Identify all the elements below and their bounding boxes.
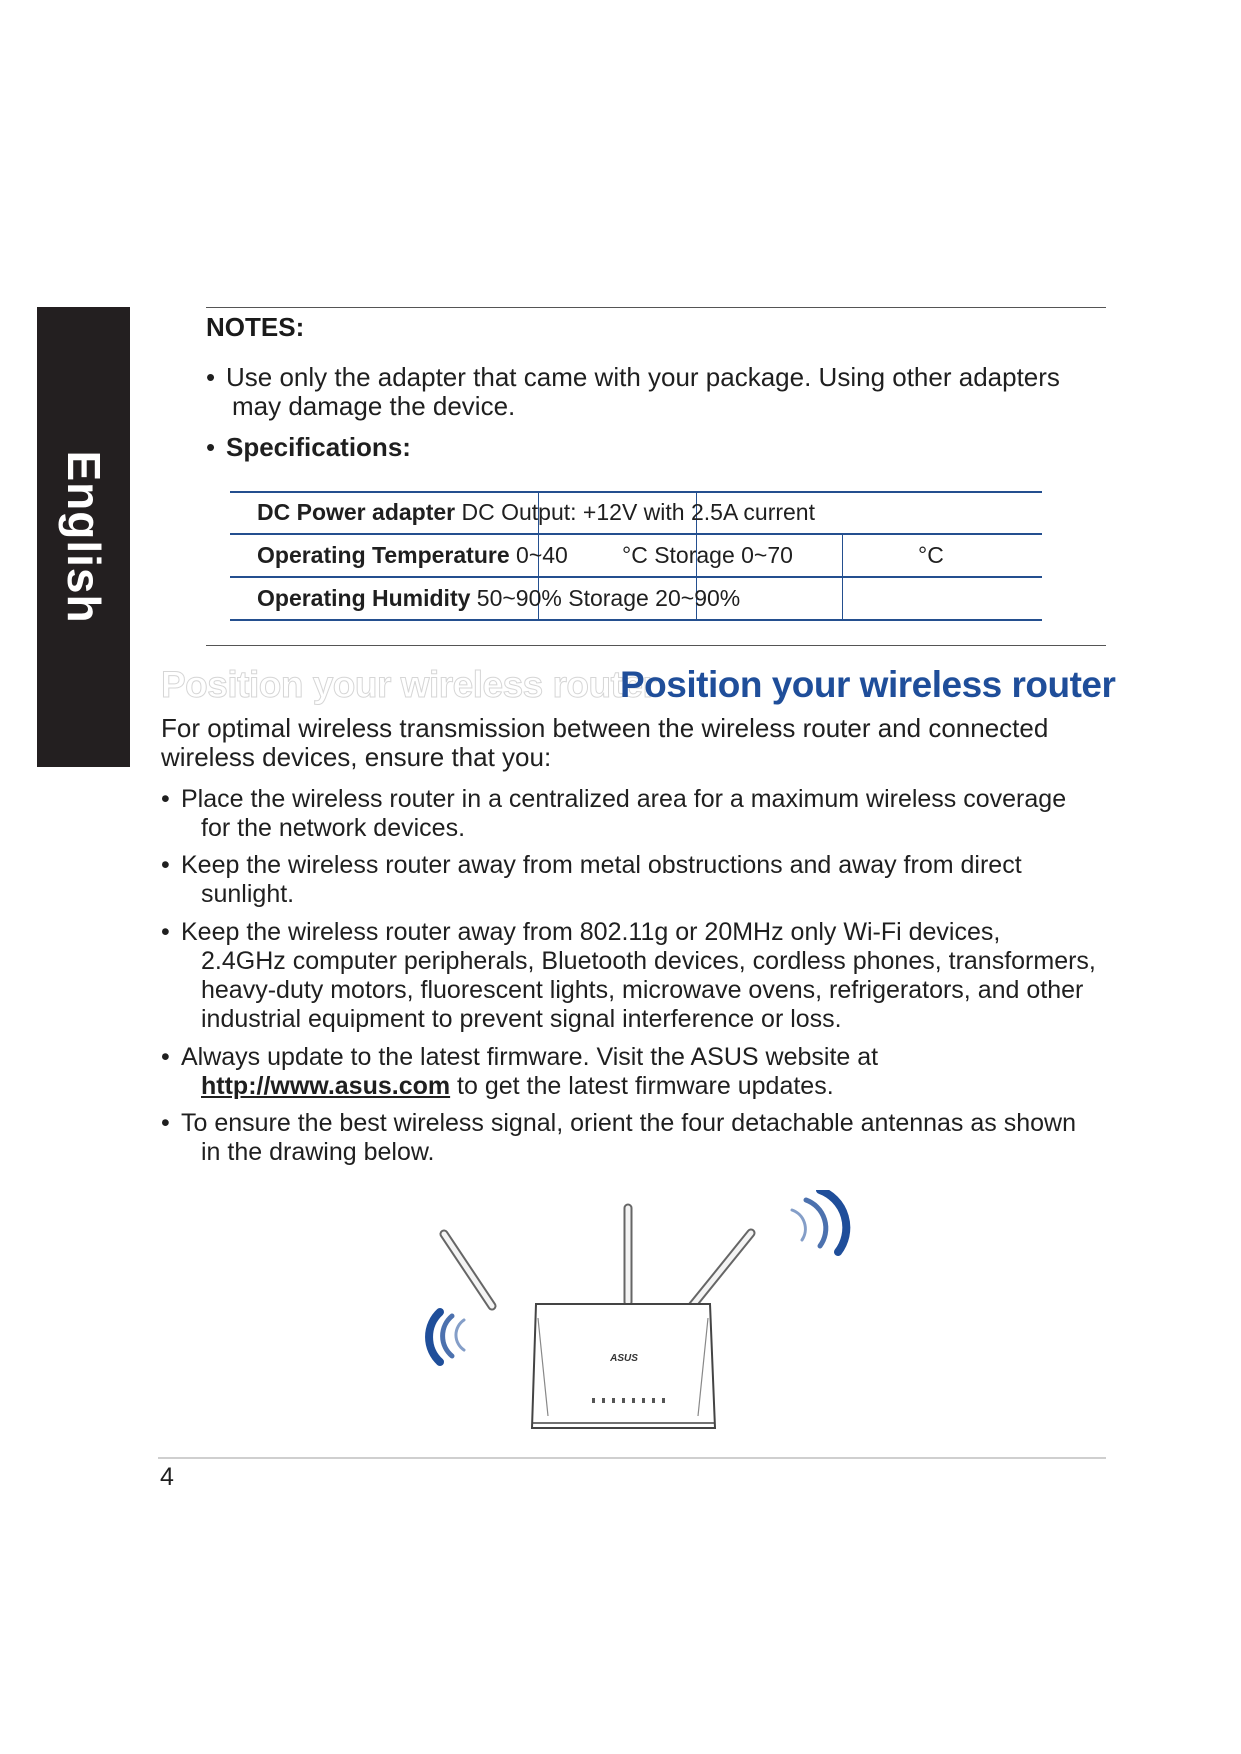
spec-table-rule <box>230 533 1042 535</box>
bullet-dot: • <box>206 432 216 462</box>
signal-waves-right-icon <box>792 1190 846 1252</box>
section-title-ghost: Position your wireless router <box>161 664 657 705</box>
router-illustration <box>420 1190 880 1440</box>
notes-bottom-rule <box>206 645 1106 646</box>
spec-heading: Specifications: <box>226 432 411 462</box>
bullet-text <box>201 1072 834 1101</box>
notes-title: NOTES: <box>206 312 305 342</box>
spec-label-humidity: Operating Humidity <box>257 585 471 611</box>
bullet-text: sunlight. <box>201 880 295 908</box>
spec-table <box>230 491 1042 621</box>
bullet-text: for the network devices. <box>201 814 466 842</box>
section-title: Position your wireless router <box>620 664 1116 705</box>
spec-temperature-storage: °C Storage 0~70 <box>622 542 793 568</box>
bullet-text: in the drawing below. <box>201 1138 435 1166</box>
bullet-dot: • <box>161 785 170 813</box>
bullet-dot: • <box>206 362 216 392</box>
router-logo: ASUS <box>610 1353 638 1364</box>
spec-table-rule <box>230 491 1042 493</box>
bullet-dot: • <box>161 851 170 879</box>
bullet-dot: • <box>161 1109 170 1137</box>
section-intro <box>161 714 1048 772</box>
bullet-text: industrial equipment to prevent signal interference or loss. <box>201 1005 842 1033</box>
language-side-tab <box>37 307 130 767</box>
bullet-dot: • <box>161 1043 170 1071</box>
spec-table-rule <box>230 619 1042 621</box>
firmware-update-text: to get the latest firmware updates. <box>450 1072 834 1100</box>
page-number: 4 <box>160 1463 174 1491</box>
intro-line2: wireless devices, ensure that you: <box>161 742 552 772</box>
spec-value-dc-power: DC Output: +12V with 2.5A current <box>461 499 815 525</box>
language-label: English <box>57 450 110 624</box>
bullet-text: 2.4GHz computer peripherals, Bluetooth devices, cordless phones, transformers, <box>201 947 1096 975</box>
spec-value-humidity: 50~90% Storage 20~90% <box>476 585 741 611</box>
spec-row-dc-power <box>257 499 815 526</box>
antenna-right <box>692 1233 751 1306</box>
bullet-text: Keep the wireless router away from 802.11g or 20MHz only Wi-Fi devices, <box>181 918 1001 946</box>
bullet-text: Keep the wireless router away from metal obstructions and away from direct <box>181 851 1022 879</box>
spec-temperature-unit: °C <box>918 542 944 568</box>
adapter-note-line2: may damage the device. <box>232 391 516 421</box>
spec-label-dc-power: DC Power adapter <box>257 499 456 525</box>
spec-value-temperature: 0~40 <box>516 542 568 568</box>
antenna-left <box>444 1234 492 1306</box>
footer-rule <box>158 1457 1106 1459</box>
spec-row-humidity <box>257 585 740 612</box>
signal-waves-left-icon <box>429 1312 464 1362</box>
spec-table-divider <box>842 533 843 619</box>
bullet-text: Always update to the latest firmware. Visit the ASUS website at <box>181 1043 879 1071</box>
bullet-text: heavy-duty motors, fluorescent lights, microwave ovens, refrigerators, and other <box>201 976 1084 1004</box>
router-body <box>532 1304 715 1428</box>
asus-website-link[interactable]: http://www.asus.com <box>201 1072 451 1100</box>
intro-line1: For optimal wireless transmission between the wireless router and connected <box>161 713 1049 743</box>
bullet-dot: • <box>161 918 170 946</box>
spec-table-rule <box>230 576 1042 578</box>
adapter-note-line1: Use only the adapter that came with your package. Using other adapters <box>226 362 1060 392</box>
spec-label-temperature: Operating Temperature <box>257 542 510 568</box>
spec-row-temperature <box>257 542 568 569</box>
bullet-text: Place the wireless router in a centralized area for a maximum wireless coverage <box>181 785 1067 813</box>
notes-top-rule <box>206 307 1106 308</box>
bullet-text: To ensure the best wireless signal, orient the four detachable antennas as shown <box>181 1109 1076 1137</box>
